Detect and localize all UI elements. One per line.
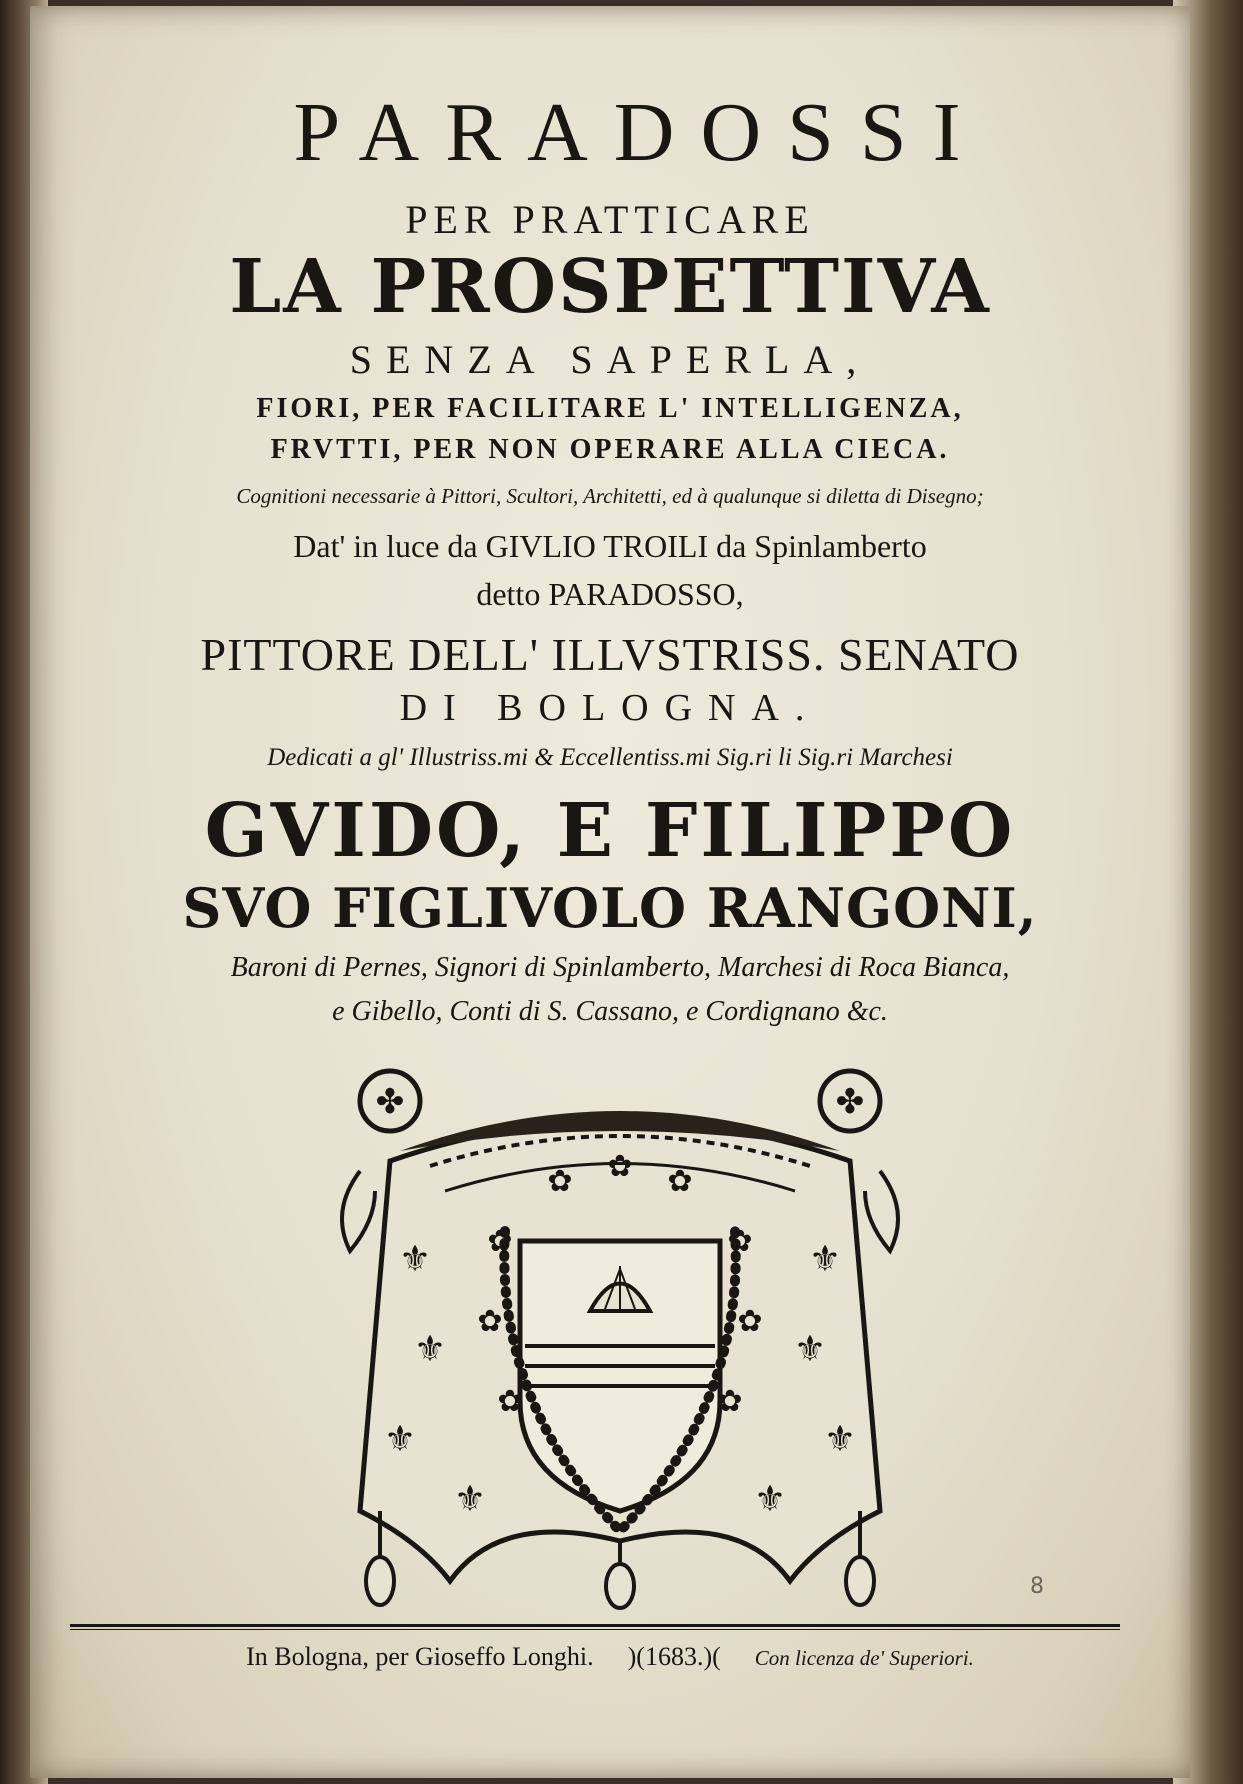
- svg-text:✿: ✿: [487, 1224, 513, 1259]
- svg-text:✿: ✿: [737, 1304, 763, 1339]
- imprint-rule: [70, 1624, 1120, 1627]
- svg-text:✿: ✿: [607, 1149, 633, 1184]
- pencil-annotation: 8: [1030, 1574, 1044, 1599]
- svg-text:⚜: ⚜: [413, 1329, 447, 1370]
- title-paradossi: PARADOSSI: [293, 86, 987, 179]
- svg-text:⚜: ⚜: [398, 1239, 432, 1280]
- svg-text:⚜: ⚜: [383, 1419, 417, 1460]
- line-frutti: FRVTTI, PER NON OPERARE ALLA CIECA.: [270, 434, 950, 465]
- line-detto: detto PARADOSSO,: [476, 576, 744, 612]
- svg-text:⚜: ⚜: [793, 1329, 827, 1370]
- line-pittore: PITTORE DELL' ILLVSTRISS. SENATO: [200, 629, 1020, 680]
- svg-text:⚜: ⚜: [823, 1419, 857, 1460]
- line-cognitioni: Cognitioni necessarie à Pittori, Scultori, Architetti, ed à qualunque si diletta di Disegno;: [236, 484, 984, 508]
- line-author: Dat' in luce da GIVLIO TROILI da Spinlamberto: [293, 528, 927, 564]
- imprint-printer: In Bologna, per Gioseffo Longhi.: [246, 1642, 594, 1671]
- svg-text:✤: ✤: [375, 1082, 405, 1122]
- line-guido-filippo: GVIDO, E FILIPPO: [204, 788, 1016, 874]
- svg-text:⚜: ⚜: [808, 1239, 842, 1280]
- imprint-year: )(1683.)(: [627, 1642, 721, 1671]
- imprint-rule-thin: [70, 1629, 1120, 1630]
- imprint-license: Con licenza de' Superiori.: [754, 1646, 974, 1670]
- svg-text:✿: ✿: [667, 1164, 693, 1199]
- svg-text:✿: ✿: [497, 1384, 523, 1419]
- title-la-prospettiva: LA PROSPETTIVA: [229, 244, 991, 330]
- subtitle-senza-saperla: SENZA SAPERLA,: [349, 337, 871, 382]
- svg-text:✤: ✤: [835, 1082, 865, 1122]
- title-page: [30, 6, 1190, 1778]
- coat-of-arms-icon: [320, 1041, 920, 1611]
- line-fiori: FIORI, PER FACILITARE L' INTELLIGENZA,: [256, 393, 964, 424]
- line-gibello: e Gibello, Conti di S. Cassano, e Cordignano &c.: [332, 996, 888, 1027]
- svg-text:✿: ✿: [727, 1224, 753, 1259]
- line-baroni: Baroni di Pernes, Signori di Spinlamberto, Marchesi di Roca Bianca,: [230, 952, 1010, 983]
- svg-text:✿: ✿: [717, 1384, 743, 1419]
- svg-text:✿: ✿: [477, 1304, 503, 1339]
- line-dedicati: Dedicati a gl' Illustriss.mi & Eccellentiss.mi Sig.ri li Sig.ri Marchesi: [267, 744, 953, 771]
- subtitle-per-pratticare: PER PRATTICARE: [405, 197, 815, 242]
- line-rangoni: SVO FIGLIVOLO RANGONI,: [182, 876, 1038, 940]
- imprint-line: [30, 1642, 1190, 1672]
- svg-text:✿: ✿: [547, 1164, 573, 1199]
- svg-text:⚜: ⚜: [453, 1479, 487, 1520]
- svg-text:⚜: ⚜: [753, 1479, 787, 1520]
- line-bologna: DI BOLOGNA.: [399, 687, 821, 729]
